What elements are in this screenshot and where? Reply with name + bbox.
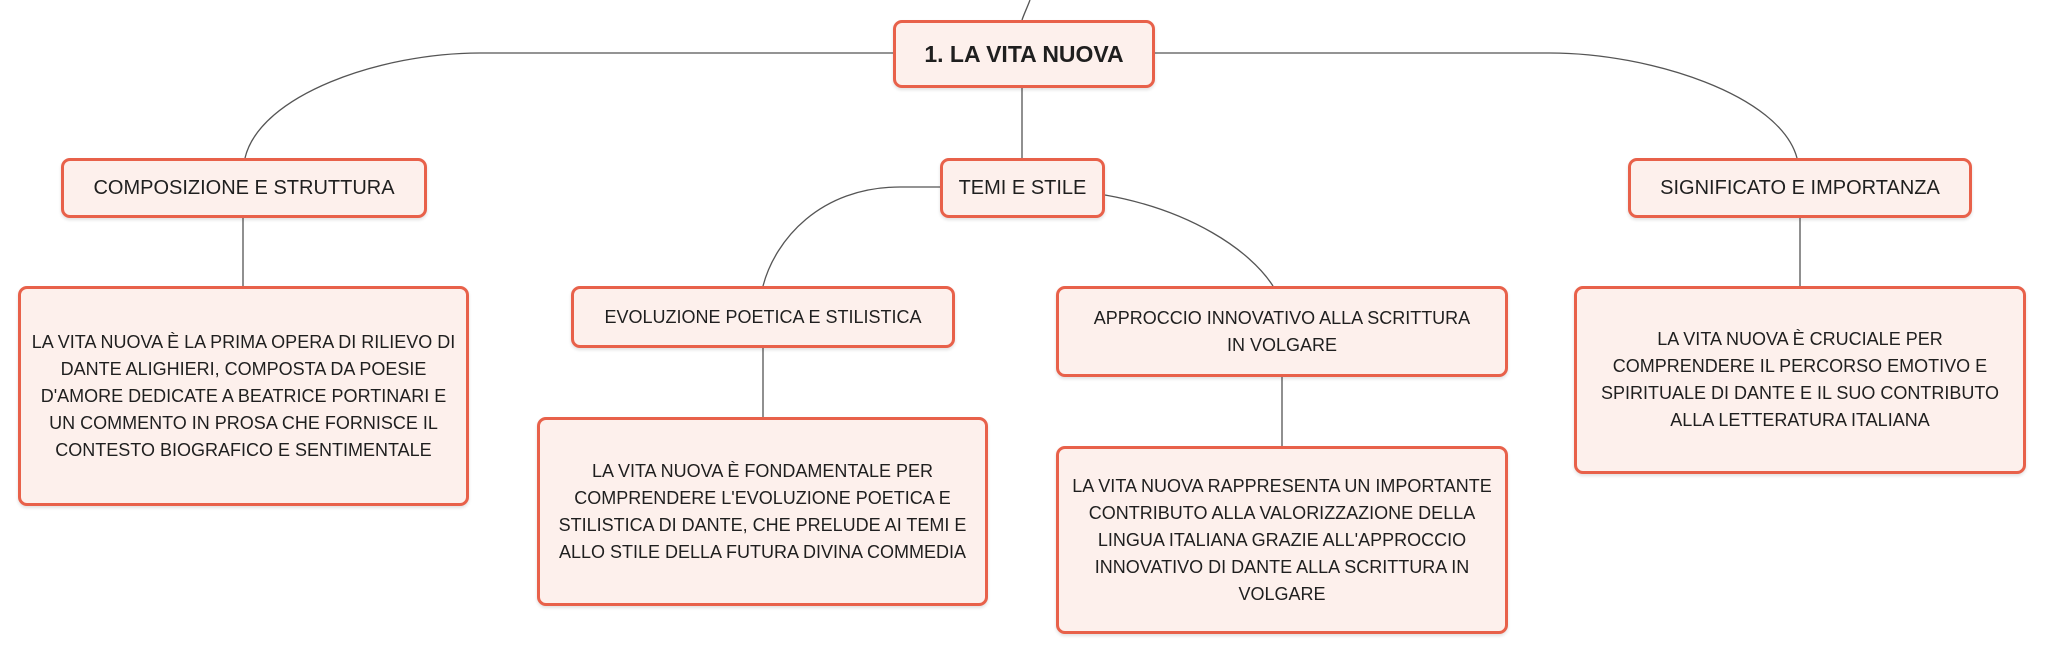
subtopic-node-label: APPROCCIO INNOVATIVO ALLA SCRITTURA IN VOLGARE [1093, 307, 1471, 355]
detail-node-text: LA VITA NUOVA È LA PRIMA OPERA DI RILIEVO DI DANTE ALIGHIERI, COMPOSTA DA POESIE D'AMORE DEDICATE A BEATRICE PORTINARI E UN COMMENTO IN PROSA CHE FORNISCE IL CONTESTO BIOGRAFICO E SENTIMENTALE [31, 331, 456, 460]
detail-node-text: LA VITA NUOVA È FONDAMENTALE PER COMPRENDERE L'EVOLUZIONE POETICA E STILISTICA DI DANTE, CHE PRELUDE AI TEMI E ALLO STILE DELLA FUTURA DIVINA COMMEDIA [558, 460, 967, 562]
detail-node-text: LA VITA NUOVA RAPPRESENTA UN IMPORTANTE CONTRIBUTO ALLA VALORIZZAZIONE DELLA LINGUA ITALIANA GRAZIE ALL'APPROCCIO INNOVATIVO DI DANTE ALLA SCRITTURA IN VOLGARE [1072, 475, 1492, 604]
topic-node-temi[interactable] [940, 158, 1105, 218]
root-node[interactable] [893, 20, 1155, 88]
subtopic-node-label: EVOLUZIONE POETICA E STILISTICA [604, 306, 922, 327]
subtopic-node-evoluzione[interactable] [571, 286, 955, 348]
connector-temi-evoluzione [763, 187, 940, 286]
detail-node-composizione[interactable] [18, 286, 469, 506]
connector-temi-approccio [1105, 195, 1273, 286]
detail-node-approccio[interactable] [1056, 446, 1508, 634]
connector-root-composizione [245, 53, 893, 158]
topic-node-label: TEMI E STILE [958, 176, 1087, 199]
topic-node-significato[interactable] [1628, 158, 1972, 218]
detail-node-evoluzione[interactable] [537, 417, 988, 606]
subtopic-node-approccio[interactable] [1056, 286, 1508, 377]
topic-node-label: COMPOSIZIONE E STRUTTURA [93, 176, 395, 199]
connector-root-significato [1155, 53, 1797, 158]
detail-node-significato[interactable] [1574, 286, 2026, 474]
topic-node-composizione[interactable] [61, 158, 427, 218]
connector-to-parent [1022, 0, 1030, 20]
topic-node-label: SIGNIFICATO E IMPORTANZA [1660, 176, 1940, 199]
detail-node-text: LA VITA NUOVA È CRUCIALE PER COMPRENDERE IL PERCORSO EMOTIVO E SPIRITUALE DI DANTE E IL SUO CONTRIBUTO ALLA LETTERATURA ITALIANA [1600, 329, 2000, 430]
root-node-label: 1. LA VITA NUOVA [924, 40, 1124, 67]
